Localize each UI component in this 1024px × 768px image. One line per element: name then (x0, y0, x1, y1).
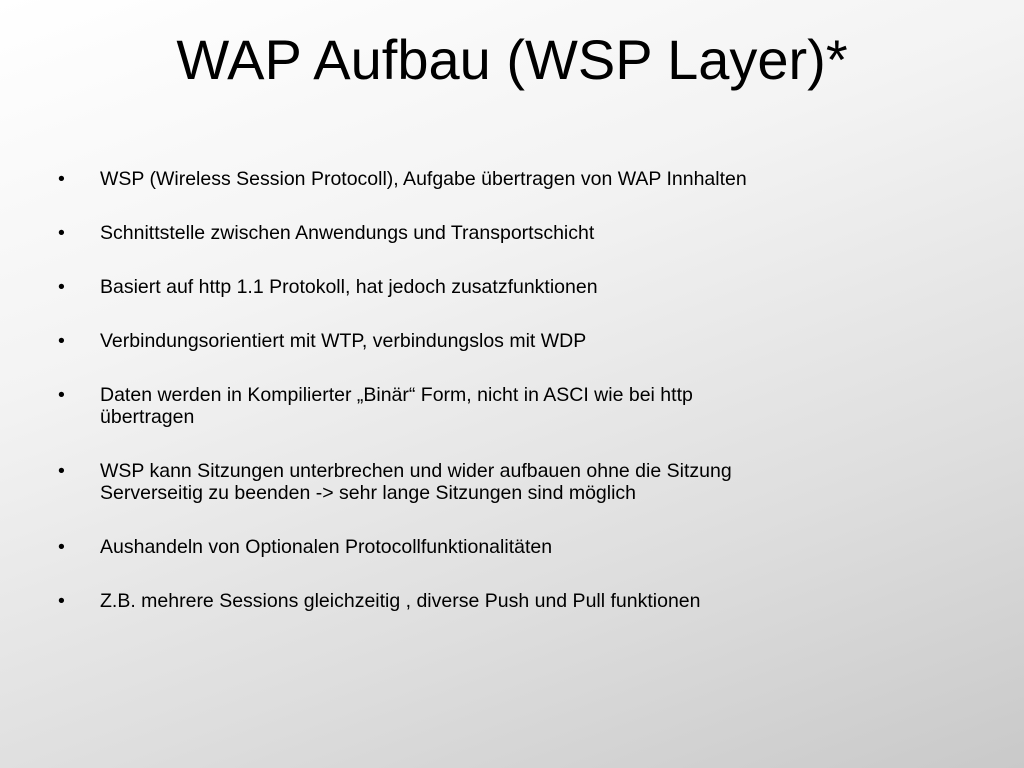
list-item (58, 168, 778, 190)
bullet-text: Verbindungsorientiert mit WTP, verbindungslos mit WDP (100, 330, 587, 352)
bullet-icon: • (58, 384, 65, 406)
list-item (58, 276, 778, 298)
list-item (58, 222, 778, 244)
bullet-icon: • (58, 222, 65, 244)
bullet-text: Aushandeln von Optionalen Protocollfunktionalitäten (100, 536, 553, 558)
list-item (58, 536, 778, 558)
bullet-text: Schnittstelle zwischen Anwendungs und Transportschicht (100, 222, 595, 244)
bullet-text: Z.B. mehrere Sessions gleichzeitig , diverse Push und Pull funktionen (100, 590, 701, 612)
list-item (58, 330, 778, 352)
bullet-list (58, 168, 778, 644)
bullet-icon: • (58, 536, 65, 558)
bullet-icon: • (58, 590, 65, 612)
bullet-icon: • (58, 460, 65, 482)
bullet-icon: • (58, 330, 65, 352)
bullet-text: Daten werden in Kompilierter „Binär“ Form, nicht in ASCI wie bei http übertragen (100, 384, 693, 428)
bullet-icon: • (58, 168, 65, 190)
list-item (58, 460, 778, 504)
bullet-text: WSP (Wireless Session Protocoll), Aufgabe übertragen von WAP Innhalten (100, 168, 747, 190)
bullet-text: Basiert auf http 1.1 Protokoll, hat jedoch zusatzfunktionen (100, 276, 598, 298)
slide-title: WAP Aufbau (WSP Layer)* (176, 28, 848, 91)
bullet-icon: • (58, 276, 65, 298)
list-item (58, 590, 778, 612)
list-item (58, 384, 778, 428)
bullet-text: WSP kann Sitzungen unterbrechen und wider aufbauen ohne die Sitzung Serverseitig zu beenden -> sehr lange Sitzungen sind möglich (100, 460, 732, 504)
